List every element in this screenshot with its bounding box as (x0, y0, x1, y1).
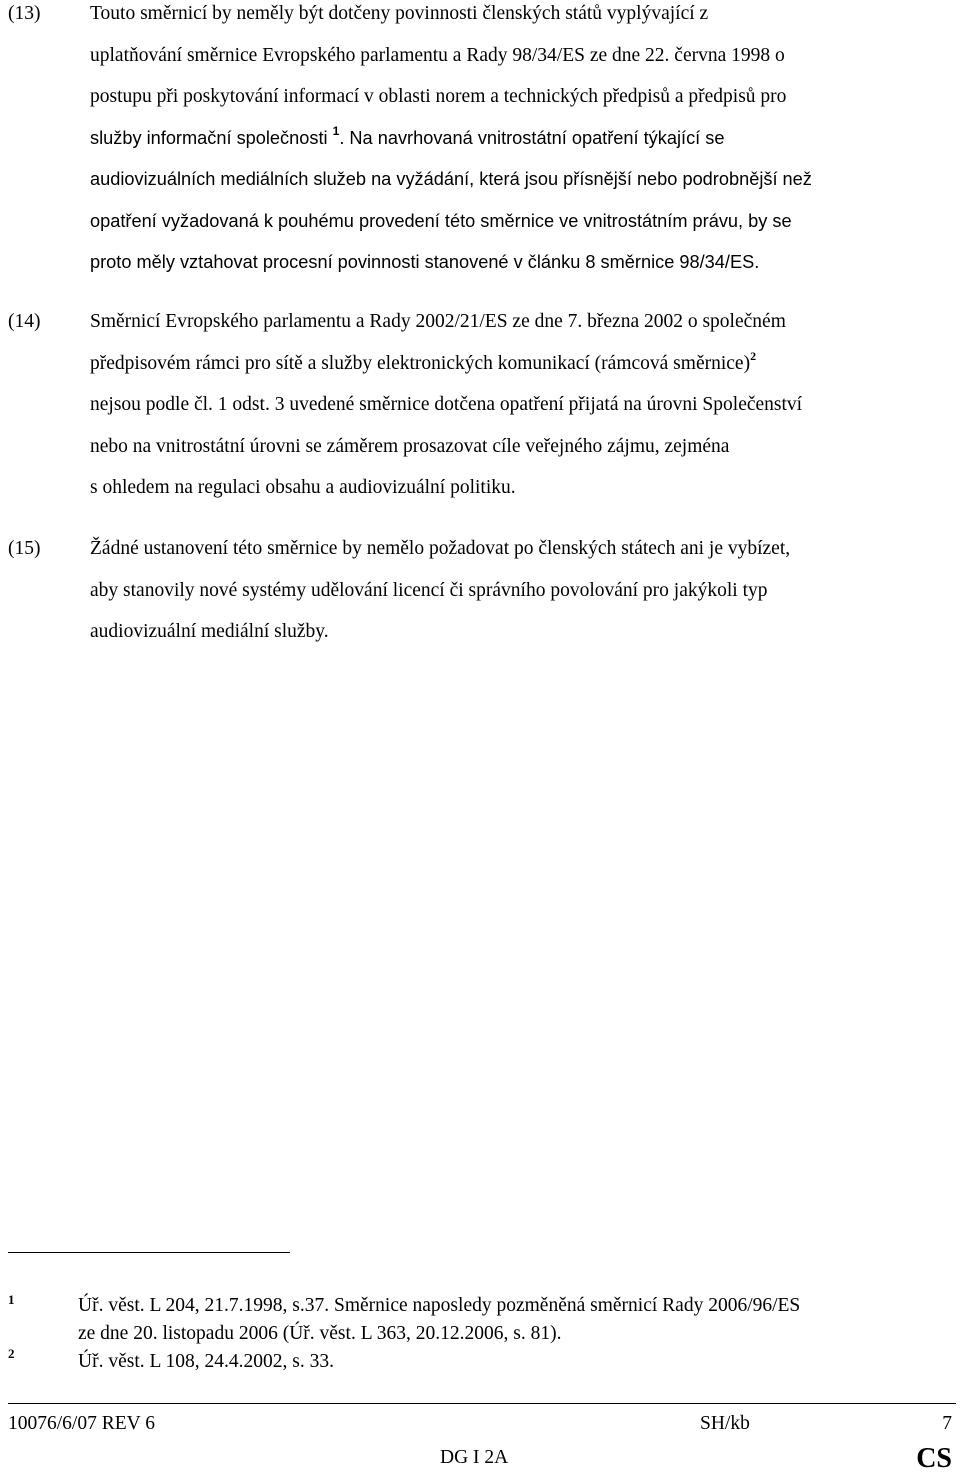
text-line (90, 118, 956, 160)
text-segment: . Na navrhovaná vnitrostátní opatření týkající se (339, 127, 725, 148)
text-line: aby stanovily nové systémy udělování licencí či správního povolování pro jakýkoli typ (90, 579, 768, 601)
text-line: s ohledem na regulaci obsahu a audiovizuální politiku. (90, 477, 516, 498)
author-initials: SH/kb (700, 1413, 750, 1434)
footnote-ref-1[interactable]: 1 (332, 123, 340, 138)
recital-text (90, 301, 956, 509)
doc-reference: 10076/6/07 REV 6 (8, 1413, 155, 1434)
recital-text (90, 0, 956, 284)
footnote-text (78, 1292, 956, 1348)
footnote-number: 2 (8, 1346, 15, 1361)
text-segment: předpisovém rámci pro sítě a služby elektronických komunikací (rámcová směrnice) (90, 352, 751, 374)
text-line: ze dne 20. listopadu 2006 (Úř. věst. L 363, 20.12.2006, s. 81). (78, 1323, 562, 1344)
text-line: uplatňování směrnice Evropského parlamentu a Rady 98/34/ES ze dne 22. června 1998 o (90, 44, 785, 66)
text-line: audiovizuální mediální služby. (90, 621, 329, 642)
text-line: nebo na vnitrostátní úrovni se záměrem prosazovat cíle veřejného zájmu, zejména (90, 435, 730, 457)
text-line: nejsou podle čl. 1 odst. 3 uvedené směrnice dotčena opatření přijatá na úrovni Společenství (90, 394, 803, 415)
text-line: Směrnicí Evropského parlamentu a Rady 2002/21/ES ze dne 7. března 2002 o společném (90, 311, 786, 332)
footer-separator (8, 1403, 956, 1404)
text-line (90, 343, 956, 385)
text-line: Úř. věst. L 204, 21.7.1998, s.37. Směrnice naposledy pozměněná směrnicí Rady 2006/96/ES (78, 1295, 801, 1316)
recital-number: (15) (8, 538, 41, 559)
footnote-ref-2[interactable]: 2 (750, 348, 757, 363)
footnote-number: 1 (8, 1292, 15, 1307)
text-line: proto měly vztahovat procesní povinnosti stanovené v článku 8 směrnice 98/34/ES. (90, 252, 760, 272)
text-line: Úř. věst. L 108, 24.4.2002, s. 33. (78, 1351, 335, 1372)
text-line: postupu při poskytování informací v oblasti norem a technických předpisů a předpisů pro (90, 86, 787, 107)
page-number: 7 (942, 1413, 952, 1434)
recital-number: (13) (8, 3, 41, 24)
text-segment: služby informační společnosti (90, 127, 333, 148)
text-line: Žádné ustanovení této směrnice by nemělo požadovat po členských státech ani je vybízet, (90, 538, 791, 559)
recital-text (90, 528, 956, 653)
text-line: opatření vyžadovaná k pouhému provedení této směrnice ve vnitrostátním právu, by se (90, 210, 792, 231)
text-line: Touto směrnicí by neměly být dotčeny povinnosti členských států vyplývající z (90, 3, 709, 24)
footnote-separator (8, 1252, 290, 1253)
recital-number: (14) (8, 311, 41, 332)
footnote-text (78, 1348, 956, 1376)
text-line: audiovizuálních mediálních služeb na vyžádání, která jsou přísnější nebo podrobnější než (90, 169, 812, 189)
dg-code: DG I 2A (440, 1447, 509, 1468)
language-code: CS (916, 1443, 952, 1474)
